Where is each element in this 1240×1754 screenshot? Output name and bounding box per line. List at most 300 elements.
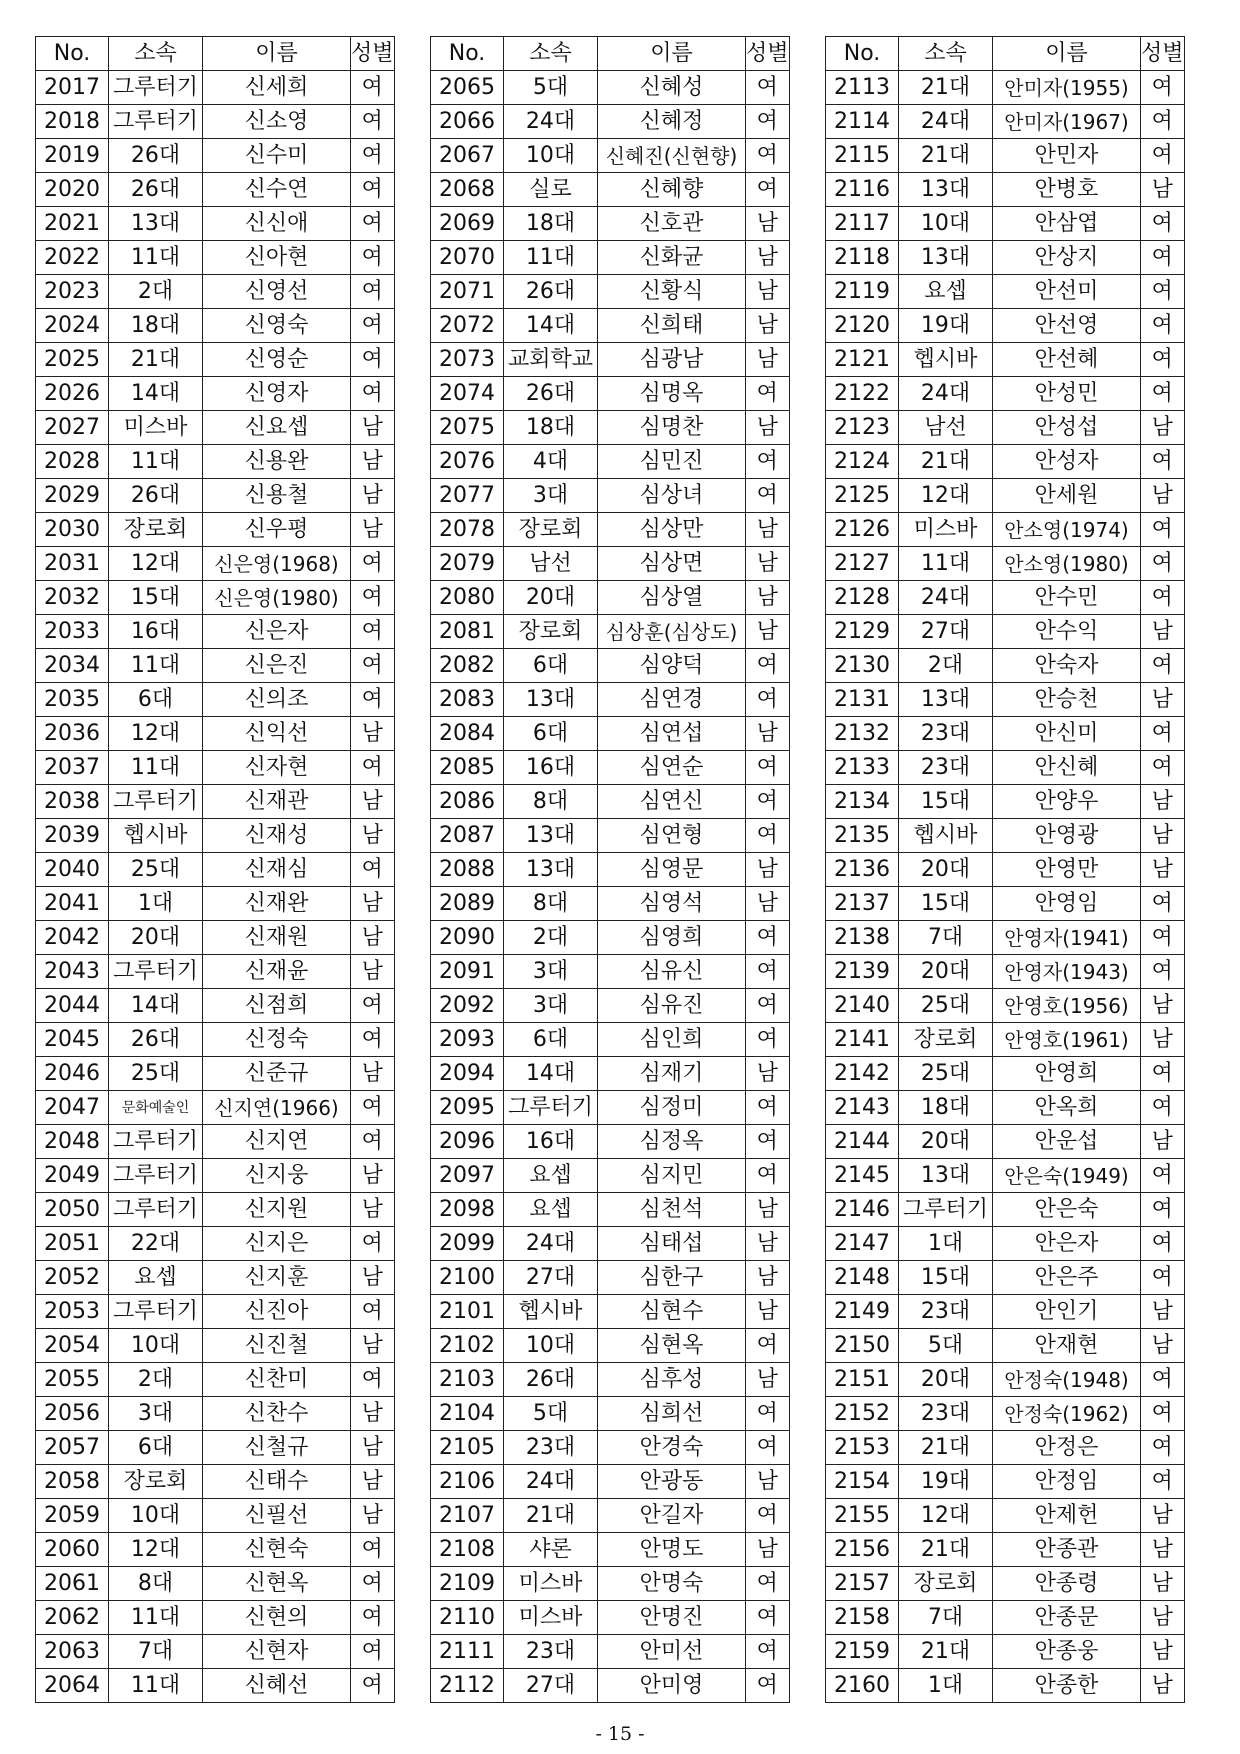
- cell-no: 2062: [36, 1601, 109, 1635]
- cell-gender: 여: [1141, 1057, 1185, 1091]
- cell-gender: 여: [746, 819, 790, 853]
- header-no: No.: [826, 37, 899, 71]
- header-affiliation: 소속: [899, 37, 993, 71]
- cell-name: 심명옥: [598, 377, 746, 411]
- cell-gender: 남: [1141, 1023, 1185, 1057]
- cell-no: 2115: [826, 139, 899, 173]
- table-row: [431, 581, 790, 615]
- cell-gender: 여: [351, 1567, 395, 1601]
- table-row: [431, 275, 790, 309]
- cell-no: 2136: [826, 853, 899, 887]
- table-row: [36, 1091, 395, 1125]
- cell-gender: 여: [351, 275, 395, 309]
- cell-gender: 여: [351, 989, 395, 1023]
- cell-affiliation: 26대: [504, 275, 598, 309]
- table-row: [36, 1601, 395, 1635]
- cell-name: 신재원: [203, 921, 351, 955]
- cell-affiliation: 20대: [504, 581, 598, 615]
- cell-name: 신혜향: [598, 173, 746, 207]
- table-row: [826, 241, 1185, 275]
- table-row: [36, 139, 395, 173]
- cell-no: 2100: [431, 1261, 504, 1295]
- table-row: [36, 615, 395, 649]
- cell-no: 2058: [36, 1465, 109, 1499]
- cell-no: 2152: [826, 1397, 899, 1431]
- cell-gender: 여: [1141, 275, 1185, 309]
- table-row: [36, 1635, 395, 1669]
- cell-gender: 남: [351, 1261, 395, 1295]
- cell-name: 신현옥: [203, 1567, 351, 1601]
- cell-name: 신자현: [203, 751, 351, 785]
- cell-name: 신현자: [203, 1635, 351, 1669]
- cell-affiliation: 1대: [899, 1669, 993, 1703]
- cell-no: 2097: [431, 1159, 504, 1193]
- cell-name: 심연순: [598, 751, 746, 785]
- cell-name: 안세원: [993, 479, 1141, 513]
- cell-name: 신화균: [598, 241, 746, 275]
- cell-name: 심한구: [598, 1261, 746, 1295]
- cell-affiliation: 16대: [504, 1125, 598, 1159]
- table-row: [431, 1227, 790, 1261]
- cell-affiliation: 2대: [504, 921, 598, 955]
- cell-affiliation: 27대: [504, 1669, 598, 1703]
- table-row: [826, 139, 1185, 173]
- cell-affiliation: 12대: [109, 717, 203, 751]
- table-row: [431, 649, 790, 683]
- cell-gender: 여: [746, 139, 790, 173]
- table-row: [36, 581, 395, 615]
- cell-name: 심재기: [598, 1057, 746, 1091]
- cell-gender: 남: [746, 615, 790, 649]
- cell-no: 2132: [826, 717, 899, 751]
- cell-name: 신은자: [203, 615, 351, 649]
- table-row: [431, 751, 790, 785]
- cell-affiliation: 25대: [899, 1057, 993, 1091]
- cell-no: 2091: [431, 955, 504, 989]
- cell-affiliation: 24대: [504, 105, 598, 139]
- cell-affiliation: 장로회: [504, 615, 598, 649]
- cell-no: 2123: [826, 411, 899, 445]
- cell-no: 2127: [826, 547, 899, 581]
- table-row: [826, 173, 1185, 207]
- cell-no: 2073: [431, 343, 504, 377]
- cell-affiliation: 18대: [899, 1091, 993, 1125]
- cell-no: 2075: [431, 411, 504, 445]
- cell-gender: 여: [1141, 1227, 1185, 1261]
- cell-affiliation: 3대: [504, 479, 598, 513]
- cell-affiliation: 22대: [109, 1227, 203, 1261]
- cell-name: 안재현: [993, 1329, 1141, 1363]
- table-row: [826, 513, 1185, 547]
- cell-no: 2041: [36, 887, 109, 921]
- table-row: [36, 887, 395, 921]
- cell-gender: 여: [746, 785, 790, 819]
- cell-name: 신지훈: [203, 1261, 351, 1295]
- cell-no: 2032: [36, 581, 109, 615]
- cell-name: 안성섭: [993, 411, 1141, 445]
- cell-name: 신소영: [203, 105, 351, 139]
- cell-affiliation: 장로회: [109, 513, 203, 547]
- table-row: [36, 1499, 395, 1533]
- cell-no: 2065: [431, 71, 504, 105]
- cell-affiliation: 13대: [899, 683, 993, 717]
- cell-no: 2077: [431, 479, 504, 513]
- cell-gender: 남: [746, 1227, 790, 1261]
- table-row: [36, 853, 395, 887]
- cell-no: 2040: [36, 853, 109, 887]
- cell-no: 2145: [826, 1159, 899, 1193]
- cell-affiliation: 10대: [109, 1499, 203, 1533]
- cell-gender: 여: [351, 853, 395, 887]
- table-row: [826, 683, 1185, 717]
- cell-name: 안선영: [993, 309, 1141, 343]
- table-row: [431, 1091, 790, 1125]
- cell-name: 심연섭: [598, 717, 746, 751]
- cell-gender: 여: [746, 445, 790, 479]
- cell-no: 2055: [36, 1363, 109, 1397]
- cell-no: 2051: [36, 1227, 109, 1261]
- cell-name: 안길자: [598, 1499, 746, 1533]
- cell-affiliation: 1대: [899, 1227, 993, 1261]
- cell-gender: 여: [1141, 547, 1185, 581]
- cell-no: 2098: [431, 1193, 504, 1227]
- cell-gender: 남: [746, 513, 790, 547]
- cell-affiliation: 16대: [109, 615, 203, 649]
- cell-affiliation: 6대: [504, 717, 598, 751]
- cell-affiliation: 헵시바: [109, 819, 203, 853]
- cell-no: 2137: [826, 887, 899, 921]
- cell-name: 안상지: [993, 241, 1141, 275]
- table-row: [431, 139, 790, 173]
- cell-gender: 여: [1141, 955, 1185, 989]
- cell-affiliation: 11대: [899, 547, 993, 581]
- cell-gender: 여: [746, 1431, 790, 1465]
- cell-affiliation: 11대: [109, 751, 203, 785]
- cell-gender: 여: [746, 1669, 790, 1703]
- cell-affiliation: 24대: [504, 1227, 598, 1261]
- cell-gender: 여: [1141, 921, 1185, 955]
- table-row: [36, 1227, 395, 1261]
- cell-gender: 남: [351, 1159, 395, 1193]
- cell-affiliation: 12대: [109, 1533, 203, 1567]
- cell-gender: 남: [746, 853, 790, 887]
- cell-affiliation: 12대: [109, 547, 203, 581]
- cell-name: 안미자(1955): [993, 71, 1141, 105]
- cell-name: 신수미: [203, 139, 351, 173]
- cell-name: 안신미: [993, 717, 1141, 751]
- cell-affiliation: 6대: [504, 1023, 598, 1057]
- cell-affiliation: 13대: [504, 819, 598, 853]
- cell-gender: 여: [351, 649, 395, 683]
- cell-gender: 남: [1141, 1635, 1185, 1669]
- header-row: [36, 37, 395, 71]
- cell-no: 2023: [36, 275, 109, 309]
- table-row: [36, 1465, 395, 1499]
- cell-name: 신용철: [203, 479, 351, 513]
- cell-name: 심상훈(심상도): [598, 615, 746, 649]
- cell-gender: 남: [746, 1295, 790, 1329]
- cell-gender: 여: [351, 1669, 395, 1703]
- cell-no: 2107: [431, 1499, 504, 1533]
- cell-gender: 여: [1141, 1397, 1185, 1431]
- cell-gender: 남: [351, 1329, 395, 1363]
- table-row: [431, 1261, 790, 1295]
- cell-no: 2118: [826, 241, 899, 275]
- table-row: [36, 343, 395, 377]
- cell-name: 신재완: [203, 887, 351, 921]
- cell-no: 2146: [826, 1193, 899, 1227]
- table-row: [36, 785, 395, 819]
- cell-no: 2060: [36, 1533, 109, 1567]
- cell-no: 2067: [431, 139, 504, 173]
- cell-no: 2063: [36, 1635, 109, 1669]
- cell-affiliation: 그루터기: [504, 1091, 598, 1125]
- cell-no: 2110: [431, 1601, 504, 1635]
- cell-no: 2087: [431, 819, 504, 853]
- cell-no: 2138: [826, 921, 899, 955]
- cell-no: 2120: [826, 309, 899, 343]
- cell-name: 안선혜: [993, 343, 1141, 377]
- table-row: [431, 309, 790, 343]
- cell-no: 2043: [36, 955, 109, 989]
- cell-gender: 남: [351, 1499, 395, 1533]
- table-row: [431, 1363, 790, 1397]
- cell-gender: 여: [1141, 139, 1185, 173]
- cell-affiliation: 미스바: [504, 1601, 598, 1635]
- cell-affiliation: 실로: [504, 173, 598, 207]
- table-row: [431, 71, 790, 105]
- cell-gender: 남: [1141, 1567, 1185, 1601]
- cell-name: 신용완: [203, 445, 351, 479]
- cell-no: 2104: [431, 1397, 504, 1431]
- cell-no: 2017: [36, 71, 109, 105]
- header-gender: 성별: [746, 37, 790, 71]
- cell-name: 신태수: [203, 1465, 351, 1499]
- table-row: [431, 887, 790, 921]
- table-row: [36, 377, 395, 411]
- cell-name: 안은주: [993, 1261, 1141, 1295]
- cell-name: 안성민: [993, 377, 1141, 411]
- cell-name: 심영문: [598, 853, 746, 887]
- cell-affiliation: 헵시바: [899, 819, 993, 853]
- cell-no: 2090: [431, 921, 504, 955]
- table-row: [431, 1023, 790, 1057]
- cell-no: 2130: [826, 649, 899, 683]
- cell-name: 안미영: [598, 1669, 746, 1703]
- cell-name: 안미선: [598, 1635, 746, 1669]
- table-row: [431, 1499, 790, 1533]
- cell-gender: 남: [351, 887, 395, 921]
- cell-gender: 남: [351, 1057, 395, 1091]
- cell-gender: 여: [1141, 1363, 1185, 1397]
- table-row: [36, 1567, 395, 1601]
- cell-gender: 여: [1141, 445, 1185, 479]
- cell-no: 2019: [36, 139, 109, 173]
- cell-gender: 여: [1141, 343, 1185, 377]
- cell-affiliation: 24대: [899, 105, 993, 139]
- table-row: [36, 1057, 395, 1091]
- cell-no: 2046: [36, 1057, 109, 1091]
- table-row: [36, 241, 395, 275]
- table-row: [36, 207, 395, 241]
- cell-no: 2102: [431, 1329, 504, 1363]
- cell-name: 심연형: [598, 819, 746, 853]
- table-row: [826, 1363, 1185, 1397]
- cell-gender: 남: [746, 207, 790, 241]
- cell-name: 심영석: [598, 887, 746, 921]
- cell-affiliation: 장로회: [899, 1567, 993, 1601]
- cell-no: 2106: [431, 1465, 504, 1499]
- cell-gender: 여: [746, 1159, 790, 1193]
- cell-gender: 남: [1141, 1329, 1185, 1363]
- cell-affiliation: 1대: [109, 887, 203, 921]
- cell-affiliation: 남선: [899, 411, 993, 445]
- table-row: [826, 649, 1185, 683]
- cell-no: 2131: [826, 683, 899, 717]
- cell-no: 2096: [431, 1125, 504, 1159]
- cell-affiliation: 13대: [109, 207, 203, 241]
- cell-affiliation: 25대: [109, 853, 203, 887]
- cell-gender: 여: [746, 173, 790, 207]
- cell-name: 심인희: [598, 1023, 746, 1057]
- cell-gender: 남: [351, 1397, 395, 1431]
- cell-name: 심상만: [598, 513, 746, 547]
- cell-affiliation: 21대: [899, 1431, 993, 1465]
- cell-affiliation: 장로회: [504, 513, 598, 547]
- table-body: [431, 71, 790, 1703]
- cell-gender: 남: [1141, 411, 1185, 445]
- cell-affiliation: 8대: [504, 887, 598, 921]
- cell-gender: 남: [351, 819, 395, 853]
- cell-no: 2021: [36, 207, 109, 241]
- cell-name: 신혜진(신현향): [598, 139, 746, 173]
- cell-gender: 남: [1141, 1601, 1185, 1635]
- table-row: [36, 1159, 395, 1193]
- cell-no: 2108: [431, 1533, 504, 1567]
- cell-gender: 여: [1141, 1261, 1185, 1295]
- cell-gender: 여: [746, 1091, 790, 1125]
- cell-name: 신희태: [598, 309, 746, 343]
- cell-name: 안제헌: [993, 1499, 1141, 1533]
- table-row: [36, 989, 395, 1023]
- cell-name: 안미자(1967): [993, 105, 1141, 139]
- cell-no: 2158: [826, 1601, 899, 1635]
- table-body: [36, 71, 395, 1703]
- table-row: [826, 853, 1185, 887]
- cell-affiliation: 8대: [504, 785, 598, 819]
- cell-name: 신철규: [203, 1431, 351, 1465]
- table-row: [431, 785, 790, 819]
- cell-name: 심연신: [598, 785, 746, 819]
- cell-no: 2044: [36, 989, 109, 1023]
- cell-affiliation: 19대: [899, 1465, 993, 1499]
- table-row: [431, 1533, 790, 1567]
- table-row: [36, 1397, 395, 1431]
- cell-affiliation: 18대: [109, 309, 203, 343]
- table-row: [826, 785, 1185, 819]
- cell-gender: 여: [746, 1601, 790, 1635]
- table-row: [431, 819, 790, 853]
- table-row: [826, 275, 1185, 309]
- cell-name: 신요셉: [203, 411, 351, 445]
- cell-affiliation: 26대: [109, 139, 203, 173]
- cell-affiliation: 11대: [109, 445, 203, 479]
- cell-name: 안승천: [993, 683, 1141, 717]
- cell-affiliation: 6대: [109, 1431, 203, 1465]
- cell-no: 2105: [431, 1431, 504, 1465]
- cell-gender: 남: [351, 445, 395, 479]
- cell-name: 심양덕: [598, 649, 746, 683]
- cell-no: 2129: [826, 615, 899, 649]
- cell-no: 2030: [36, 513, 109, 547]
- cell-gender: 여: [351, 1023, 395, 1057]
- cell-name: 신호관: [598, 207, 746, 241]
- cell-no: 2095: [431, 1091, 504, 1125]
- cell-name: 안정임: [993, 1465, 1141, 1499]
- cell-name: 신영숙: [203, 309, 351, 343]
- header-no: No.: [36, 37, 109, 71]
- table-row: [826, 1465, 1185, 1499]
- cell-no: 2156: [826, 1533, 899, 1567]
- cell-no: 2025: [36, 343, 109, 377]
- cell-no: 2036: [36, 717, 109, 751]
- table-row: [826, 1057, 1185, 1091]
- cell-no: 2101: [431, 1295, 504, 1329]
- cell-no: 2114: [826, 105, 899, 139]
- cell-affiliation: 요셉: [504, 1193, 598, 1227]
- cell-no: 2103: [431, 1363, 504, 1397]
- table-row: [826, 1601, 1185, 1635]
- table-row: [431, 207, 790, 241]
- cell-gender: 여: [351, 1533, 395, 1567]
- cell-name: 신혜성: [598, 71, 746, 105]
- cell-gender: 남: [351, 785, 395, 819]
- cell-no: 2026: [36, 377, 109, 411]
- cell-gender: 여: [1141, 1465, 1185, 1499]
- cell-affiliation: 3대: [109, 1397, 203, 1431]
- cell-affiliation: 그루터기: [109, 105, 203, 139]
- table-row: [36, 1125, 395, 1159]
- cell-gender: 여: [351, 173, 395, 207]
- table-row: [826, 1261, 1185, 1295]
- table-row: [826, 1669, 1185, 1703]
- cell-name: 안경숙: [598, 1431, 746, 1465]
- cell-affiliation: 헵시바: [504, 1295, 598, 1329]
- cell-affiliation: 11대: [504, 241, 598, 275]
- table-row: [826, 989, 1185, 1023]
- table-row: [431, 1601, 790, 1635]
- table-row: [826, 445, 1185, 479]
- cell-no: 2143: [826, 1091, 899, 1125]
- cell-affiliation: 18대: [504, 411, 598, 445]
- cell-gender: 남: [746, 411, 790, 445]
- table-row: [826, 1567, 1185, 1601]
- cell-gender: 여: [1141, 1091, 1185, 1125]
- cell-gender: 남: [746, 717, 790, 751]
- cell-affiliation: 20대: [899, 1363, 993, 1397]
- table-row: [431, 411, 790, 445]
- table-row: [36, 751, 395, 785]
- cell-name: 심상녀: [598, 479, 746, 513]
- cell-affiliation: 그루터기: [109, 955, 203, 989]
- table-row: [826, 377, 1185, 411]
- cell-name: 신영순: [203, 343, 351, 377]
- cell-name: 심희선: [598, 1397, 746, 1431]
- cell-affiliation: 24대: [899, 377, 993, 411]
- cell-no: 2037: [36, 751, 109, 785]
- cell-no: 2153: [826, 1431, 899, 1465]
- cell-affiliation: 요셉: [504, 1159, 598, 1193]
